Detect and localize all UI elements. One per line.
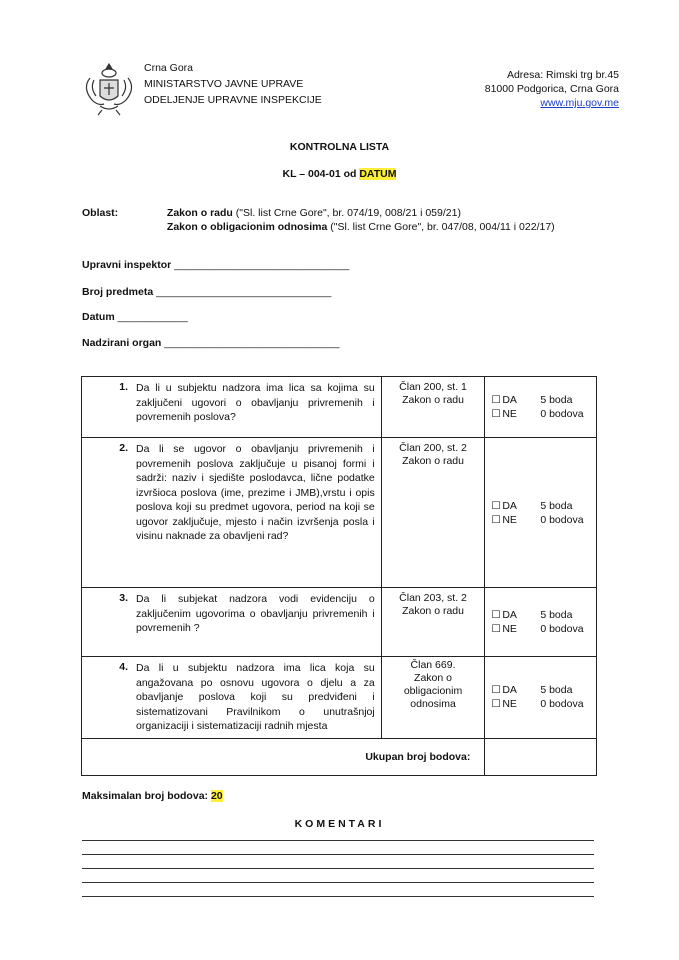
- checkbox-icon[interactable]: ☐: [491, 698, 501, 711]
- comment-line[interactable]: [82, 868, 594, 869]
- article-reference: [381, 438, 485, 588]
- inspector-field[interactable]: [82, 259, 349, 271]
- coat-of-arms-icon: [80, 60, 138, 118]
- document-code-prefix: KL – 004-01 od: [282, 168, 357, 180]
- table-row: [82, 657, 597, 739]
- max-points-label: Maksimalan broj bodova:: [82, 790, 209, 802]
- document-code: [0, 168, 679, 180]
- checkbox-icon[interactable]: ☐: [491, 513, 501, 526]
- organ-label: Nadzirani organ: [82, 337, 162, 349]
- option-label: NE: [502, 623, 517, 635]
- checkbox-icon[interactable]: ☐: [491, 394, 501, 406]
- option-points: 0 bodova: [540, 623, 584, 635]
- option-no[interactable]: [491, 407, 590, 421]
- checkbox-icon[interactable]: ☐: [491, 408, 501, 420]
- date-label: Datum: [82, 311, 115, 323]
- law2-ref: ("Sl. list Crne Gore", br. 047/08, 004/11 i 022/17): [327, 221, 555, 233]
- option-label: DA: [502, 609, 517, 621]
- option-yes[interactable]: [491, 393, 590, 407]
- website-link[interactable]: www.mju.gov.me: [540, 97, 619, 109]
- oblast-label: Oblast:: [82, 207, 119, 219]
- header-organization: [80, 60, 322, 118]
- country-name: Crna Gora: [144, 62, 194, 74]
- total-value-cell[interactable]: [485, 738, 597, 775]
- option-no[interactable]: [491, 622, 590, 636]
- option-points: 5 boda: [540, 684, 573, 697]
- question-number: 1.: [119, 381, 128, 393]
- option-label: NE: [502, 513, 517, 526]
- answer-options: [485, 588, 597, 657]
- table-row: [82, 588, 597, 657]
- option-yes[interactable]: [491, 608, 590, 622]
- max-points-value: 20: [210, 790, 223, 802]
- address-line2: 81000 Podgorica, Crna Gora: [484, 83, 619, 95]
- total-label: Ukupan broj bodova:: [82, 738, 485, 775]
- header-address: [485, 68, 619, 110]
- answer-options: [485, 377, 597, 438]
- option-points: 5 boda: [540, 394, 573, 406]
- article-reference: [381, 588, 485, 657]
- comment-line[interactable]: [82, 882, 594, 883]
- option-no[interactable]: [491, 513, 590, 527]
- question-number: 3.: [119, 592, 128, 604]
- option-points: 0 bodova: [540, 513, 584, 526]
- case-number-line: ______________________________: [156, 286, 332, 298]
- answer-options: [485, 657, 597, 739]
- max-points: [82, 790, 223, 802]
- date-field[interactable]: [82, 311, 188, 323]
- option-yes[interactable]: [491, 683, 590, 697]
- address-line1: Adresa: Rimski trg br.45: [506, 69, 619, 81]
- department-name: ODELJENJE UPRAVNE INSPEKCIJE: [144, 94, 322, 106]
- ministry-name: MINISTARSTVO JAVNE UPRAVE: [144, 78, 304, 90]
- option-label: DA: [502, 499, 517, 512]
- date-line: ____________: [117, 311, 188, 323]
- article-text: Član 200, st. 1 Zakon o radu: [399, 381, 467, 406]
- option-points: 0 bodova: [540, 698, 584, 711]
- total-row: [82, 738, 597, 775]
- answer-options: [485, 438, 597, 588]
- document-title: KONTROLNA LISTA: [289, 141, 390, 153]
- question-text: Da li subjekat nadzora vodi evidenciju o zaključenim ugovorima o obavljanju privremenih i povremenih ?: [136, 593, 375, 634]
- checkbox-icon[interactable]: ☐: [491, 499, 501, 512]
- organ-field[interactable]: [82, 337, 339, 349]
- option-points: 0 bodova: [540, 408, 584, 420]
- table-row: [82, 438, 597, 588]
- oblast-section: [82, 206, 555, 234]
- question-text: Da li u subjektu nadzora ima lica sa kojima su zaključeni ugovori o obavljanju privremenih i povremenih poslova?: [136, 382, 375, 423]
- article-text: Član 203, st. 2 Zakon o radu: [399, 592, 467, 617]
- organ-line: ______________________________: [164, 337, 340, 349]
- checkbox-icon[interactable]: ☐: [491, 609, 501, 621]
- article-reference: [381, 377, 485, 438]
- question-text: Da li u subjektu nadzora ima lica koja su angažovana po osnovu ugovora o djelu a za obavljanje poslova koji su predviđeni i sistematizovani Pravilnikom o unutrašnjoj organizaciji i sistematizaciji radnih mjesta: [136, 662, 375, 732]
- checklist-table: [81, 376, 597, 776]
- option-no[interactable]: [491, 697, 590, 711]
- law1-name: Zakon o radu: [166, 207, 233, 219]
- case-number-label: Broj predmeta: [82, 286, 154, 298]
- article-text: Član 200, st. 2 Zakon o radu: [399, 442, 467, 467]
- question-text: Da li se ugovor o obavljanju privremenih i povremenih poslova zaključuje u pisanoj formi i sadrži: naziv i sjedište poslodavca, lične podatke izvršioca poslova (ime, prezime i JMB),vrstu i opis poslova koji su predmet ugovora, period na koji se ugovor zaključuje, mjesto i način izvršenja posla i visinu naknade za obavljeni rad?: [136, 443, 375, 542]
- table-row: [82, 377, 597, 438]
- option-points: 5 boda: [540, 609, 573, 621]
- option-points: 5 boda: [540, 499, 573, 512]
- case-number-field[interactable]: [82, 286, 331, 298]
- comment-line[interactable]: [82, 854, 594, 855]
- law2-name: Zakon o obligacionim odnosima: [166, 221, 328, 233]
- comments-title: KOMENTARI: [294, 818, 385, 830]
- checkbox-icon[interactable]: ☐: [491, 684, 501, 697]
- law1-ref: ("Sl. list Crne Gore", br. 074/19, 008/21 i 059/21): [232, 207, 461, 219]
- inspector-line: ______________________________: [174, 259, 350, 271]
- option-label: NE: [502, 698, 517, 711]
- option-yes[interactable]: [491, 499, 590, 513]
- option-label: DA: [502, 684, 517, 697]
- question-number: 4.: [119, 661, 128, 673]
- checkbox-icon[interactable]: ☐: [491, 623, 501, 635]
- inspector-label: Upravni inspektor: [82, 259, 172, 271]
- comment-line[interactable]: [82, 896, 594, 897]
- comment-line[interactable]: [82, 840, 594, 841]
- document-date-placeholder: DATUM: [359, 168, 397, 180]
- article-reference: [381, 657, 485, 739]
- question-number: 2.: [119, 442, 128, 454]
- option-label: DA: [502, 394, 517, 406]
- option-label: NE: [502, 408, 517, 420]
- article-text: Član 669. Zakon o obligacionim odnosima: [403, 659, 463, 710]
